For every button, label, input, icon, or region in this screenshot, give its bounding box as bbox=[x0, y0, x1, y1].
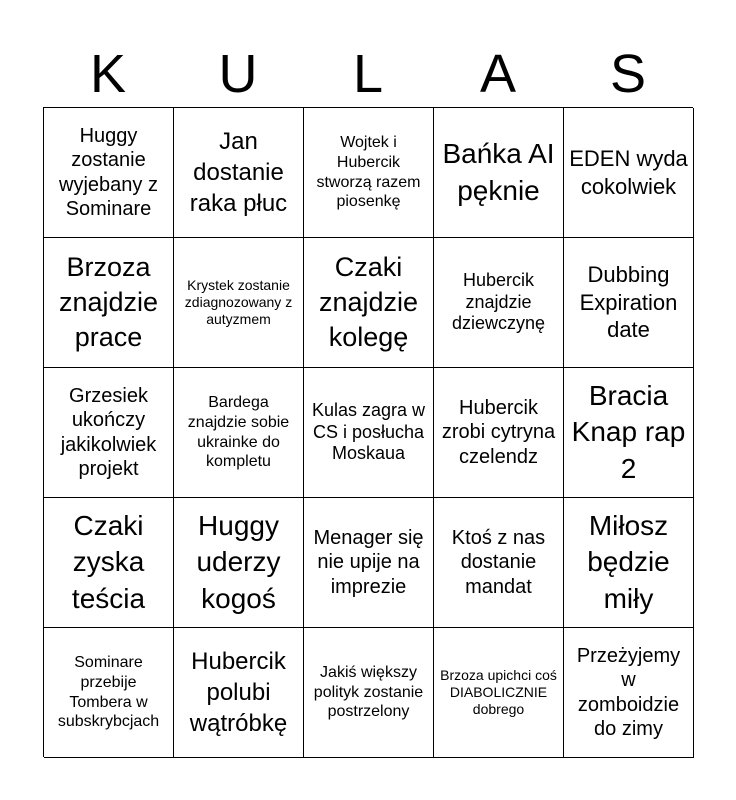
bingo-cell[interactable]: Czaki znajdzie kolegę bbox=[304, 238, 434, 368]
bingo-cell[interactable]: Czaki zyska teścia bbox=[44, 498, 174, 628]
title-letter: U bbox=[218, 44, 258, 104]
bingo-cell[interactable]: Jakiś większy polityk zostanie postrzelony bbox=[304, 628, 434, 758]
bingo-cell[interactable]: Bracia Knap rap 2 bbox=[564, 368, 694, 498]
title-letter: S bbox=[609, 44, 647, 104]
bingo-cell[interactable]: Grzesiek ukończy jakikolwiek projekt bbox=[44, 368, 174, 498]
bingo-cell[interactable]: Hubercik zrobi cytryna czelendz bbox=[434, 368, 564, 498]
title-letter: A bbox=[479, 44, 517, 104]
bingo-cell[interactable]: Wojtek i Hubercik stworzą razem piosenkę bbox=[304, 108, 434, 238]
bingo-cell[interactable]: Miłosz będzie miły bbox=[564, 498, 694, 628]
title-letter: K bbox=[89, 44, 127, 104]
bingo-cell[interactable]: Sominare przebije Tombera w subskrybcjach bbox=[44, 628, 174, 758]
bingo-cell[interactable]: Ktoś z nas dostanie mandat bbox=[434, 498, 564, 628]
bingo-grid bbox=[43, 107, 693, 757]
bingo-cell[interactable]: EDEN wyda cokolwiek bbox=[564, 108, 694, 238]
bingo-cell[interactable]: Huggy uderzy kogoś bbox=[174, 498, 304, 628]
bingo-title bbox=[43, 40, 693, 108]
bingo-cell[interactable]: Bańka AI pęknie bbox=[434, 108, 564, 238]
bingo-cell[interactable]: Huggy zostanie wyjebany z Sominare bbox=[44, 108, 174, 238]
bingo-cell[interactable]: Brzoza znajdzie prace bbox=[44, 238, 174, 368]
bingo-cell[interactable]: Jan dostanie raka płuc bbox=[174, 108, 304, 238]
bingo-cell[interactable]: Kulas zagra w CS i posłucha Moskaua bbox=[304, 368, 434, 498]
title-letter: L bbox=[352, 44, 384, 104]
bingo-cell[interactable]: Bardega znajdzie sobie ukrainke do kompletu bbox=[174, 368, 304, 498]
bingo-cell[interactable]: Krystek zostanie zdiagnozowany z autyzmem bbox=[174, 238, 304, 368]
bingo-cell[interactable]: Dubbing Expiration date bbox=[564, 238, 694, 368]
bingo-cell[interactable]: Hubercik polubi wątróbkę bbox=[174, 628, 304, 758]
bingo-cell[interactable]: Przeżyjemy w zomboidzie do zimy bbox=[564, 628, 694, 758]
bingo-cell[interactable]: Menager się nie upije na imprezie bbox=[304, 498, 434, 628]
bingo-cell[interactable]: Hubercik znajdzie dziewczynę bbox=[434, 238, 564, 368]
bingo-cell[interactable]: Brzoza upichci coś DIABOLICZNIE dobrego bbox=[434, 628, 564, 758]
